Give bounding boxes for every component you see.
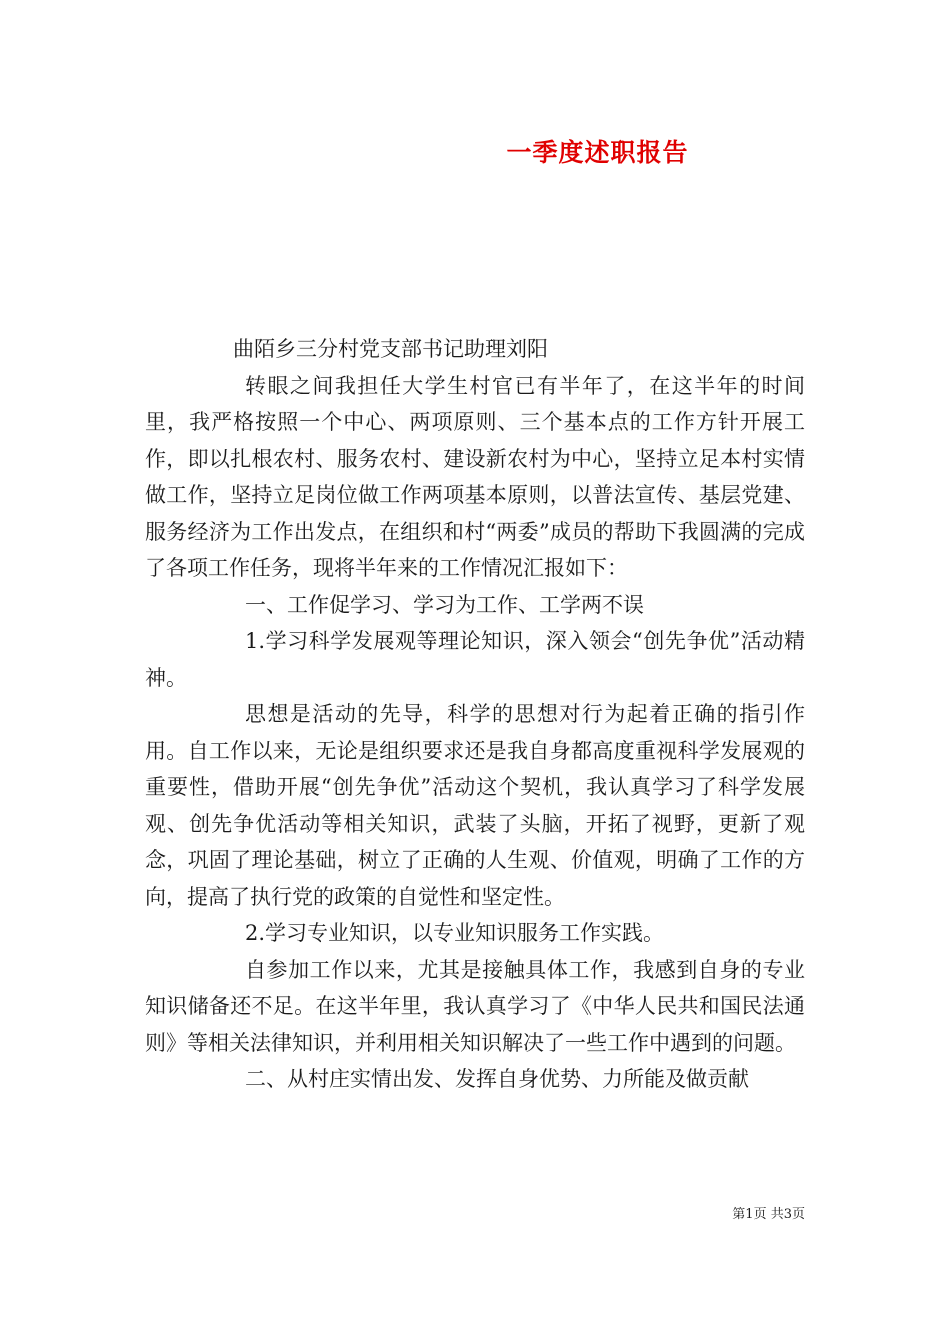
- page-total: 3: [783, 1207, 792, 1222]
- page-footer: [732, 1203, 805, 1222]
- section-heading-2: 二、从村庄实情出发、发挥自身优势、力所能及做贡献: [245, 1067, 749, 1091]
- page-number: 1: [745, 1207, 754, 1222]
- page-label-suffix: 页: [791, 1207, 805, 1222]
- paragraph-theory: 思想是活动的先导，科学的思想对行为起着正确的指引作用。自工作以来，无论是组织要求还是我自身都高度重视科学发展观的重要性，借助开展“创先争优”活动这个契机，我认真学习了科学发展观、创先争优活动等相关知识，武装了头脑，开拓了视野，更新了观念，巩固了理论基础，树立了正确的人生观、价值观，明确了工作的方向，提高了执行党的政策的自觉性和坚定性。: [145, 702, 805, 909]
- paragraph-intro: 转眼之间我担任大学生村官已有半年了，在这半年的时间里，我严格按照一个中心、两项原则、三个基本点的工作方针开展工作，即以扎根农村、服务农村、建设新农村为中心，坚持立足本村实情做工作，坚持立足岗位做工作两项基本原则，以普法宣传、基层党建、服务经济为工作出发点，在组织和村“两委”成员的帮助下我圆满的完成了各项工作任务，现将半年来的工作情况汇报如下：: [145, 373, 805, 580]
- paragraph-professional: 自参加工作以来，尤其是接触具体工作，我感到自身的专业知识储备还不足。在这半年里，我认真学习了《中华人民共和国民法通则》等相关法律知识，并利用相关知识解决了一些工作中遇到的问题。: [145, 957, 805, 1055]
- section-heading-1: 一、工作促学习、学习为工作、工学两不误: [245, 592, 644, 617]
- document-title: 一季度述职报告: [506, 138, 689, 167]
- page-label-middle: 页 共: [753, 1207, 784, 1222]
- subsection-heading-1-2: 2.学习专业知识，以专业知识服务工作实践。: [245, 921, 665, 945]
- page-label-prefix: 第: [732, 1207, 746, 1222]
- document-body: [145, 331, 805, 1098]
- subsection-heading-1-1: 1.学习科学发展观等理论知识，深入领会“创先争优”活动精神。: [145, 629, 805, 690]
- author-line: 曲陌乡三分村党支部书记助理刘阳: [233, 337, 548, 361]
